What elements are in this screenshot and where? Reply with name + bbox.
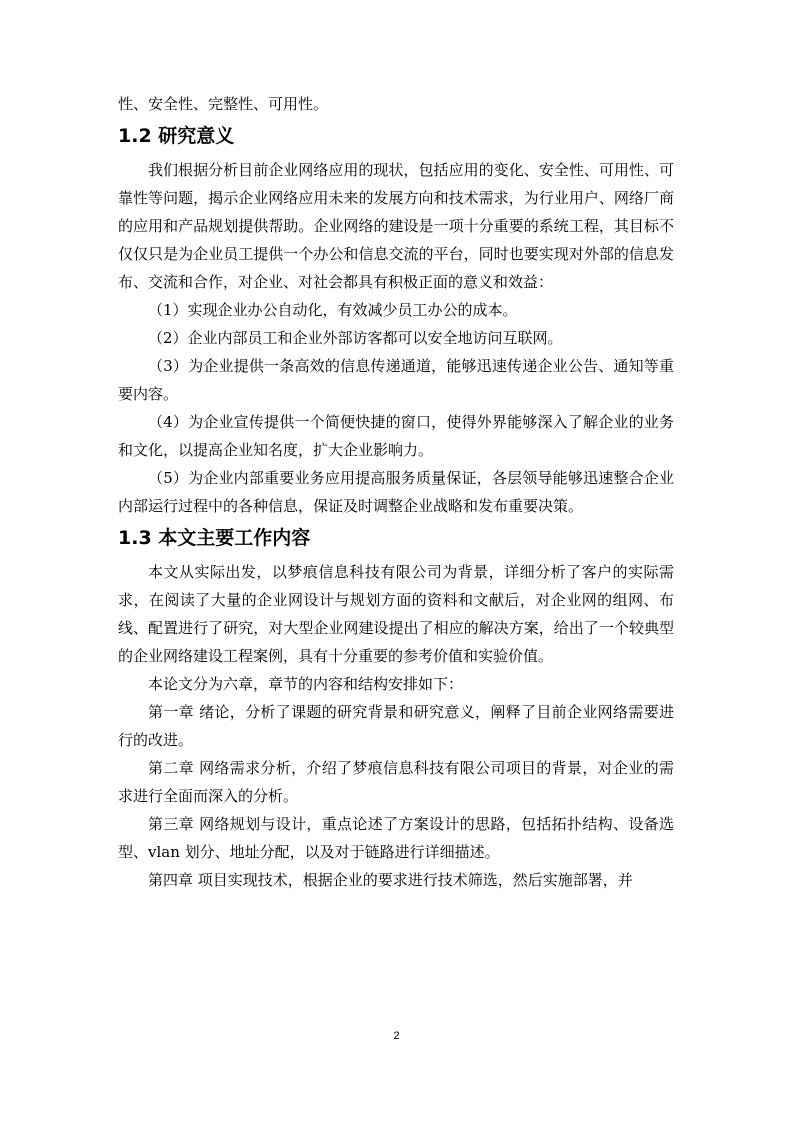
paragraph: 本文从实际出发，以梦痕信息科技有限公司为背景，详细分析了客户的实际需求，在阅读了大量的企业网设计与规划方面的资料和文献后，对企业网的组网、布线、配置进行了研究，对大型企业网建设提出了相应的解决方案，给出了一个较典型的企业网络建设工程案例，具有十分重要的参考价值和实验价值。	[118, 563, 674, 665]
continuation-text: 性、安全性、完整性、可用性。	[118, 95, 329, 113]
section-heading-1-2: 1.2 研究意义	[118, 125, 235, 147]
list-item: （5）为企业内部重要业务应用提高服务质量保证，各层领导能够迅速整合企业内部运行过程中的各种信息，保证及时调整企业战略和发布重要决策。	[118, 469, 674, 515]
paragraph: 第四章 项目实现技术，根据企业的要求进行技术筛选，然后实施部署，并	[148, 871, 633, 889]
document-page	[118, 90, 674, 894]
list-item: （1）实现企业办公自动化，有效减少员工办公的成本。	[148, 301, 518, 319]
paragraph: 第三章 网络规划与设计，重点论述了方案设计的思路，包括拓扑结构、设备选型、vlan 划分、地址分配，以及对于链路进行详细描述。	[118, 815, 674, 861]
paragraph: 第一章 绪论，分析了课题的研究背景和研究意义，阐释了目前企业网络需要进行的改进。	[118, 703, 674, 749]
section-heading-1-3: 1.3 本文主要工作内容	[118, 527, 311, 549]
page-number: 2	[393, 1030, 400, 1042]
list-item: （2）企业内部员工和企业外部访客都可以安全地访问互联网。	[148, 329, 563, 347]
paragraph: 本论文分为六章，章节的内容和结构安排如下：	[148, 675, 464, 693]
paragraph: 我们根据分析目前企业网络应用的现状，包括应用的变化、安全性、可用性、可靠性等问题，揭示企业网络应用未来的发展方向和技术需求，为行业用户、网络厂商的应用和产品规划提供帮助。企业网络的建设是一项十分重要的系统工程，其目标不仅仅只是为企业员工提供一个办公和信息交流的平台，同时也要实现对外部的信息发布、交流和合作，对企业、对社会都具有积极正面的意义和效益：	[118, 161, 674, 291]
paragraph: 第二章 网络需求分析，介绍了梦痕信息科技有限公司项目的背景，对企业的需求进行全面而深入的分析。	[118, 759, 674, 805]
list-item: （4）为企业宣传提供一个简便快捷的窗口，使得外界能够深入了解企业的业务和文化，以提高企业知名度，扩大企业影响力。	[118, 413, 674, 459]
list-item: （3）为企业提供一条高效的信息传递通道，能够迅速传递企业公告、通知等重要内容。	[118, 357, 674, 403]
